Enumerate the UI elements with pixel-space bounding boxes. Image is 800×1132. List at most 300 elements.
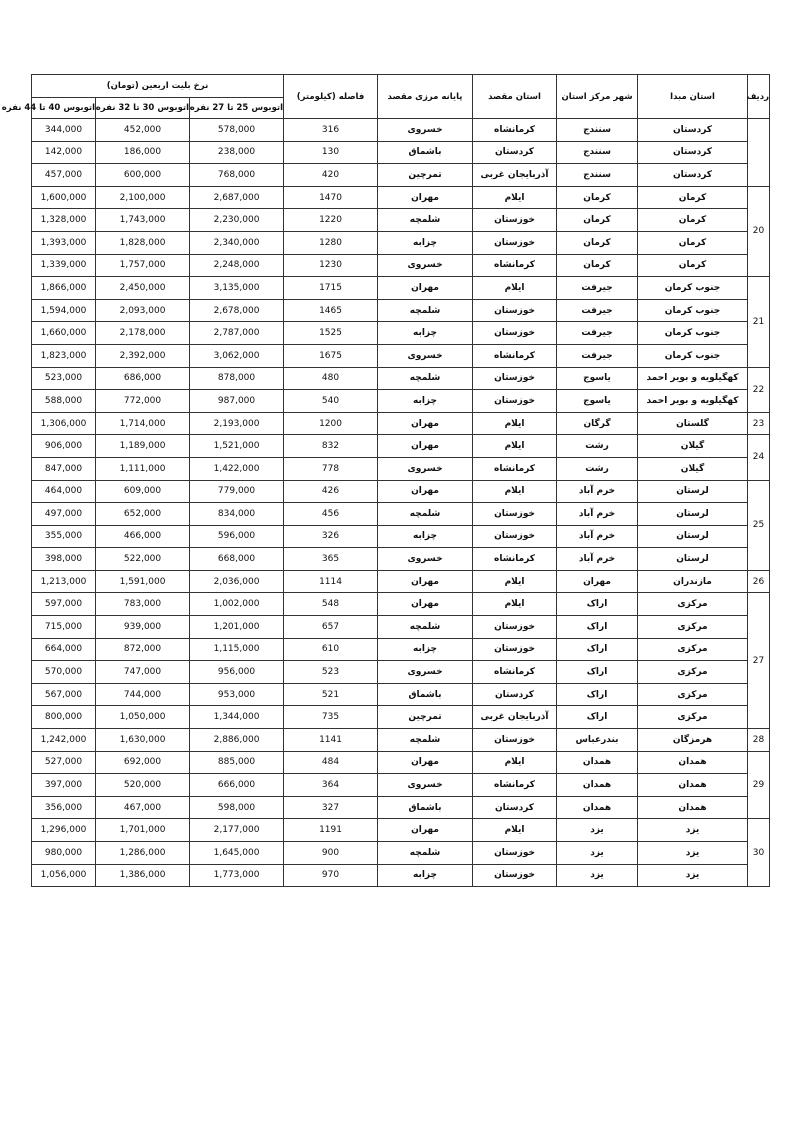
cell-fare-bus-30-32: 939,000: [96, 616, 190, 639]
cell-fare-bus-25-27: 2,340,000: [190, 231, 284, 254]
cell-dest-province: ایلام: [473, 186, 557, 209]
cell-fare-bus-30-32: 783,000: [96, 593, 190, 616]
cell-fare-bus-25-27: 1,645,000: [190, 842, 284, 865]
cell-dest-province: خوزستان: [473, 299, 557, 322]
cell-fare-bus-30-32: 1,050,000: [96, 706, 190, 729]
cell-border-terminal: چزابه: [378, 638, 473, 661]
table-row: [32, 706, 770, 729]
cell-fare-bus-30-32: 522,000: [96, 548, 190, 571]
table-row: [32, 638, 770, 661]
cell-border-terminal: خسروی: [378, 344, 473, 367]
cell-origin-province: یزد: [638, 842, 748, 865]
cell-origin-province: کرمان: [638, 209, 748, 232]
cell-fare-bus-40-44: 464,000: [32, 480, 96, 503]
cell-distance: 970: [284, 864, 378, 887]
cell-fare-bus-40-44: 142,000: [32, 141, 96, 164]
cell-fare-bus-30-32: 1,286,000: [96, 842, 190, 865]
cell-origin-province: لرستان: [638, 480, 748, 503]
header-bus-40-44: اتوبوس 40 تا 44 نفره: [32, 98, 96, 119]
cell-fare-bus-25-27: 598,000: [190, 796, 284, 819]
cell-fare-bus-30-32: 452,000: [96, 119, 190, 142]
row-number: [748, 119, 770, 187]
cell-fare-bus-25-27: 1,002,000: [190, 593, 284, 616]
cell-fare-bus-30-32: 2,178,000: [96, 322, 190, 345]
cell-border-terminal: مهران: [378, 751, 473, 774]
cell-border-terminal: شلمچه: [378, 367, 473, 390]
cell-fare-bus-40-44: 457,000: [32, 164, 96, 187]
table-row: [32, 141, 770, 164]
cell-distance: 327: [284, 796, 378, 819]
cell-fare-bus-25-27: 1,422,000: [190, 457, 284, 480]
cell-fare-bus-40-44: 398,000: [32, 548, 96, 571]
cell-distance: 326: [284, 525, 378, 548]
cell-distance: 1675: [284, 344, 378, 367]
cell-fare-bus-30-32: 467,000: [96, 796, 190, 819]
fare-table: [1, 74, 770, 887]
cell-fare-bus-25-27: 2,177,000: [190, 819, 284, 842]
cell-distance: 521: [284, 683, 378, 706]
cell-dest-province: خوزستان: [473, 729, 557, 752]
row-number: 25: [748, 480, 770, 570]
cell-fare-bus-40-44: 1,306,000: [32, 412, 96, 435]
cell-distance: 420: [284, 164, 378, 187]
cell-border-terminal: شلمچه: [378, 842, 473, 865]
table-row: [32, 119, 770, 142]
cell-fare-bus-25-27: 2,036,000: [190, 570, 284, 593]
cell-origin-province: کهگیلویه و بویر احمد: [638, 367, 748, 390]
cell-dest-province: کرمانشاه: [473, 661, 557, 684]
cell-fare-bus-30-32: 686,000: [96, 367, 190, 390]
cell-distance: 364: [284, 774, 378, 797]
cell-origin-province: مرکزی: [638, 616, 748, 639]
table-row: [32, 503, 770, 526]
cell-fare-bus-30-32: 1,828,000: [96, 231, 190, 254]
row-number: 30: [748, 819, 770, 887]
cell-fare-bus-40-44: 800,000: [32, 706, 96, 729]
cell-origin-province: کردستان: [638, 164, 748, 187]
cell-fare-bus-30-32: 1,714,000: [96, 412, 190, 435]
cell-border-terminal: مهران: [378, 480, 473, 503]
cell-border-terminal: خسروی: [378, 254, 473, 277]
cell-origin-city: اراک: [557, 616, 638, 639]
cell-distance: 735: [284, 706, 378, 729]
table-row: [32, 819, 770, 842]
cell-distance: 657: [284, 616, 378, 639]
cell-fare-bus-25-27: 238,000: [190, 141, 284, 164]
cell-origin-city: جیرفت: [557, 299, 638, 322]
cell-fare-bus-25-27: 768,000: [190, 164, 284, 187]
cell-origin-city: اراک: [557, 661, 638, 684]
cell-distance: 1191: [284, 819, 378, 842]
header-radif: ردیف: [748, 75, 770, 119]
cell-fare-bus-40-44: 567,000: [32, 683, 96, 706]
cell-border-terminal: باشماق: [378, 683, 473, 706]
cell-fare-bus-40-44: 588,000: [32, 390, 96, 413]
cell-border-terminal: مهران: [378, 570, 473, 593]
cell-fare-bus-40-44: 356,000: [32, 796, 96, 819]
table-row: [32, 277, 770, 300]
cell-origin-city: جیرفت: [557, 322, 638, 345]
row-number: 28: [748, 729, 770, 752]
table-row: [32, 548, 770, 571]
table-row: [32, 525, 770, 548]
cell-distance: 1525: [284, 322, 378, 345]
cell-fare-bus-25-27: 2,230,000: [190, 209, 284, 232]
cell-fare-bus-40-44: 497,000: [32, 503, 96, 526]
cell-dest-province: خوزستان: [473, 390, 557, 413]
cell-origin-city: خرم آباد: [557, 480, 638, 503]
cell-distance: 426: [284, 480, 378, 503]
cell-origin-city: اراک: [557, 593, 638, 616]
header-border-terminal: پایانه مرزی مقصد: [378, 75, 473, 119]
cell-fare-bus-30-32: 744,000: [96, 683, 190, 706]
cell-distance: 900: [284, 842, 378, 865]
cell-fare-bus-30-32: 2,392,000: [96, 344, 190, 367]
cell-dest-province: خوزستان: [473, 616, 557, 639]
cell-fare-bus-40-44: 1,594,000: [32, 299, 96, 322]
cell-border-terminal: تمرچین: [378, 164, 473, 187]
cell-origin-province: گلستان: [638, 412, 748, 435]
cell-dest-province: آذربایجان غربی: [473, 706, 557, 729]
cell-border-terminal: شلمچه: [378, 209, 473, 232]
cell-dest-province: خوزستان: [473, 322, 557, 345]
cell-dest-province: کرمانشاه: [473, 548, 557, 571]
cell-origin-city: یزد: [557, 819, 638, 842]
cell-origin-city: رشت: [557, 435, 638, 458]
table-row: [32, 209, 770, 232]
cell-origin-province: همدان: [638, 774, 748, 797]
cell-dest-province: کرمانشاه: [473, 344, 557, 367]
table-row: [32, 570, 770, 593]
table-row: [32, 683, 770, 706]
cell-origin-city: یزد: [557, 842, 638, 865]
table-row: [32, 616, 770, 639]
cell-distance: 316: [284, 119, 378, 142]
table-row: [32, 435, 770, 458]
cell-distance: 456: [284, 503, 378, 526]
cell-origin-city: اراک: [557, 683, 638, 706]
cell-border-terminal: باشماق: [378, 796, 473, 819]
cell-fare-bus-25-27: 987,000: [190, 390, 284, 413]
cell-origin-province: مرکزی: [638, 706, 748, 729]
cell-fare-bus-25-27: 2,248,000: [190, 254, 284, 277]
cell-distance: 484: [284, 751, 378, 774]
cell-origin-city: همدان: [557, 774, 638, 797]
cell-dest-province: خوزستان: [473, 638, 557, 661]
header-origin-city: شهر مرکز استان: [557, 75, 638, 119]
cell-fare-bus-30-32: 1,189,000: [96, 435, 190, 458]
cell-origin-city: اراک: [557, 638, 638, 661]
cell-origin-province: جنوب کرمان: [638, 344, 748, 367]
cell-fare-bus-40-44: 1,242,000: [32, 729, 96, 752]
header-dest-province: استان مقصد: [473, 75, 557, 119]
header-distance: فاصله (کیلومتر): [284, 75, 378, 119]
cell-fare-bus-40-44: 1,660,000: [32, 322, 96, 345]
cell-fare-bus-25-27: 885,000: [190, 751, 284, 774]
row-number: 24: [748, 435, 770, 480]
cell-fare-bus-25-27: 3,062,000: [190, 344, 284, 367]
cell-origin-province: همدان: [638, 796, 748, 819]
cell-fare-bus-40-44: 355,000: [32, 525, 96, 548]
header-origin-province: استان مبدا: [638, 75, 748, 119]
cell-fare-bus-40-44: 1,393,000: [32, 231, 96, 254]
cell-border-terminal: تمرچین: [378, 706, 473, 729]
cell-fare-bus-25-27: 596,000: [190, 525, 284, 548]
cell-fare-bus-40-44: 1,339,000: [32, 254, 96, 277]
cell-border-terminal: مهران: [378, 593, 473, 616]
cell-dest-province: خوزستان: [473, 209, 557, 232]
cell-origin-city: همدان: [557, 796, 638, 819]
cell-dest-province: ایلام: [473, 751, 557, 774]
cell-distance: 1114: [284, 570, 378, 593]
cell-origin-province: گیلان: [638, 435, 748, 458]
cell-origin-city: سنندج: [557, 119, 638, 142]
cell-fare-bus-30-32: 2,450,000: [96, 277, 190, 300]
cell-origin-province: جنوب کرمان: [638, 322, 748, 345]
cell-dest-province: کرمانشاه: [473, 254, 557, 277]
table-row: [32, 593, 770, 616]
cell-fare-bus-40-44: 1,296,000: [32, 819, 96, 842]
cell-distance: 365: [284, 548, 378, 571]
cell-dest-province: خوزستان: [473, 842, 557, 865]
cell-dest-province: خوزستان: [473, 864, 557, 887]
cell-border-terminal: مهران: [378, 277, 473, 300]
cell-fare-bus-30-32: 772,000: [96, 390, 190, 413]
cell-fare-bus-30-32: 1,386,000: [96, 864, 190, 887]
cell-dest-province: ایلام: [473, 593, 557, 616]
cell-dest-province: ایلام: [473, 570, 557, 593]
row-number: 20: [748, 186, 770, 276]
cell-fare-bus-30-32: 747,000: [96, 661, 190, 684]
table-row: [32, 322, 770, 345]
cell-distance: 130: [284, 141, 378, 164]
cell-origin-city: یاسوج: [557, 390, 638, 413]
cell-origin-province: جنوب کرمان: [638, 277, 748, 300]
cell-fare-bus-25-27: 779,000: [190, 480, 284, 503]
header-bus-25-27: اتوبوس 25 تا 27 نفره: [190, 98, 284, 119]
cell-fare-bus-30-32: 2,100,000: [96, 186, 190, 209]
cell-border-terminal: شلمچه: [378, 299, 473, 322]
cell-origin-province: کردستان: [638, 119, 748, 142]
table-row: [32, 457, 770, 480]
cell-origin-city: خرم آباد: [557, 503, 638, 526]
cell-origin-province: همدان: [638, 751, 748, 774]
cell-origin-province: مازندران: [638, 570, 748, 593]
cell-origin-city: کرمان: [557, 231, 638, 254]
cell-distance: 480: [284, 367, 378, 390]
cell-border-terminal: خسروی: [378, 457, 473, 480]
cell-fare-bus-25-27: 834,000: [190, 503, 284, 526]
table-row: [32, 480, 770, 503]
cell-dest-province: خوزستان: [473, 367, 557, 390]
cell-fare-bus-40-44: 1,213,000: [32, 570, 96, 593]
cell-dest-province: ایلام: [473, 819, 557, 842]
cell-origin-city: اراک: [557, 706, 638, 729]
table-row: [32, 231, 770, 254]
cell-distance: 1470: [284, 186, 378, 209]
cell-dest-province: خوزستان: [473, 525, 557, 548]
cell-fare-bus-40-44: 523,000: [32, 367, 96, 390]
cell-fare-bus-40-44: 1,056,000: [32, 864, 96, 887]
table-row: [32, 796, 770, 819]
cell-fare-bus-30-32: 2,093,000: [96, 299, 190, 322]
cell-border-terminal: مهران: [378, 412, 473, 435]
cell-fare-bus-25-27: 2,193,000: [190, 412, 284, 435]
cell-dest-province: کرمانشاه: [473, 774, 557, 797]
cell-distance: 1715: [284, 277, 378, 300]
cell-fare-bus-30-32: 520,000: [96, 774, 190, 797]
table-row: [32, 774, 770, 797]
cell-origin-city: رشت: [557, 457, 638, 480]
cell-fare-bus-40-44: 397,000: [32, 774, 96, 797]
cell-fare-bus-40-44: 1,866,000: [32, 277, 96, 300]
table-row: [32, 164, 770, 187]
cell-distance: 832: [284, 435, 378, 458]
fare-table-body: [32, 119, 770, 887]
cell-fare-bus-25-27: 2,886,000: [190, 729, 284, 752]
cell-border-terminal: باشماق: [378, 141, 473, 164]
cell-dest-province: خوزستان: [473, 503, 557, 526]
table-row: [32, 412, 770, 435]
cell-distance: 1230: [284, 254, 378, 277]
cell-border-terminal: شلمچه: [378, 729, 473, 752]
cell-fare-bus-30-32: 1,630,000: [96, 729, 190, 752]
cell-fare-bus-25-27: 953,000: [190, 683, 284, 706]
cell-fare-bus-30-32: 609,000: [96, 480, 190, 503]
cell-origin-city: سنندج: [557, 141, 638, 164]
cell-dest-province: کردستان: [473, 141, 557, 164]
cell-dest-province: کردستان: [473, 796, 557, 819]
cell-origin-city: خرم آباد: [557, 548, 638, 571]
row-number: 29: [748, 751, 770, 819]
cell-fare-bus-25-27: 666,000: [190, 774, 284, 797]
cell-dest-province: کردستان: [473, 683, 557, 706]
cell-origin-city: همدان: [557, 751, 638, 774]
cell-distance: 540: [284, 390, 378, 413]
cell-origin-city: کرمان: [557, 254, 638, 277]
cell-origin-city: یزد: [557, 864, 638, 887]
row-number: 21: [748, 277, 770, 367]
cell-fare-bus-25-27: 668,000: [190, 548, 284, 571]
cell-fare-bus-25-27: 2,787,000: [190, 322, 284, 345]
cell-origin-city: جیرفت: [557, 344, 638, 367]
row-number: 27: [748, 593, 770, 729]
cell-border-terminal: چزابه: [378, 322, 473, 345]
cell-fare-bus-25-27: 578,000: [190, 119, 284, 142]
cell-origin-province: گیلان: [638, 457, 748, 480]
header-bus-30-32: اتوبوس 30 تا 32 نفره: [96, 98, 190, 119]
cell-origin-province: لرستان: [638, 503, 748, 526]
cell-origin-province: مرکزی: [638, 593, 748, 616]
cell-border-terminal: مهران: [378, 819, 473, 842]
row-number: 23: [748, 412, 770, 435]
cell-origin-province: مرکزی: [638, 683, 748, 706]
cell-origin-province: مرکزی: [638, 638, 748, 661]
cell-border-terminal: شلمچه: [378, 503, 473, 526]
cell-fare-bus-25-27: 1,773,000: [190, 864, 284, 887]
cell-distance: 1200: [284, 412, 378, 435]
table-row: [32, 299, 770, 322]
cell-border-terminal: چزابه: [378, 390, 473, 413]
cell-border-terminal: مهران: [378, 435, 473, 458]
table-row: [32, 842, 770, 865]
cell-dest-province: کرمانشاه: [473, 457, 557, 480]
cell-origin-province: کرمان: [638, 186, 748, 209]
cell-fare-bus-30-32: 872,000: [96, 638, 190, 661]
cell-fare-bus-25-27: 3,135,000: [190, 277, 284, 300]
cell-fare-bus-30-32: 1,591,000: [96, 570, 190, 593]
cell-dest-province: ایلام: [473, 412, 557, 435]
cell-origin-province: کرمان: [638, 254, 748, 277]
cell-origin-city: مهران: [557, 570, 638, 593]
cell-origin-province: یزد: [638, 819, 748, 842]
cell-border-terminal: خسروی: [378, 774, 473, 797]
cell-border-terminal: خسروی: [378, 119, 473, 142]
cell-fare-bus-30-32: 600,000: [96, 164, 190, 187]
cell-border-terminal: خسروی: [378, 661, 473, 684]
cell-origin-city: گرگان: [557, 412, 638, 435]
cell-border-terminal: چزابه: [378, 864, 473, 887]
cell-fare-bus-40-44: 344,000: [32, 119, 96, 142]
cell-fare-bus-25-27: 956,000: [190, 661, 284, 684]
cell-origin-province: هرمزگان: [638, 729, 748, 752]
cell-fare-bus-25-27: 2,678,000: [190, 299, 284, 322]
cell-origin-city: جیرفت: [557, 277, 638, 300]
cell-origin-province: جنوب کرمان: [638, 299, 748, 322]
row-number: 22: [748, 367, 770, 412]
header-fare-group: نرخ بلیت اربعین (تومان): [32, 75, 284, 98]
cell-dest-province: خوزستان: [473, 231, 557, 254]
cell-distance: 1141: [284, 729, 378, 752]
cell-fare-bus-30-32: 692,000: [96, 751, 190, 774]
cell-origin-province: کهگیلویه و بویر احمد: [638, 390, 748, 413]
table-row: [32, 254, 770, 277]
cell-fare-bus-40-44: 715,000: [32, 616, 96, 639]
table-row: [32, 661, 770, 684]
cell-distance: 1220: [284, 209, 378, 232]
cell-fare-bus-40-44: 1,600,000: [32, 186, 96, 209]
cell-origin-province: لرستان: [638, 548, 748, 571]
cell-fare-bus-40-44: 1,328,000: [32, 209, 96, 232]
cell-distance: 610: [284, 638, 378, 661]
cell-fare-bus-25-27: 1,344,000: [190, 706, 284, 729]
table-row: [32, 751, 770, 774]
cell-fare-bus-30-32: 1,757,000: [96, 254, 190, 277]
cell-border-terminal: چزابه: [378, 231, 473, 254]
table-row: [32, 864, 770, 887]
cell-border-terminal: خسروی: [378, 548, 473, 571]
cell-distance: 1465: [284, 299, 378, 322]
cell-origin-province: کرمان: [638, 231, 748, 254]
cell-dest-province: ایلام: [473, 277, 557, 300]
cell-fare-bus-25-27: 878,000: [190, 367, 284, 390]
cell-fare-bus-30-32: 466,000: [96, 525, 190, 548]
cell-dest-province: ایلام: [473, 480, 557, 503]
cell-fare-bus-40-44: 1,823,000: [32, 344, 96, 367]
cell-dest-province: کرمانشاه: [473, 119, 557, 142]
cell-origin-province: لرستان: [638, 525, 748, 548]
cell-border-terminal: شلمچه: [378, 616, 473, 639]
cell-origin-province: کردستان: [638, 141, 748, 164]
cell-origin-city: بندرعباس: [557, 729, 638, 752]
cell-dest-province: ایلام: [473, 435, 557, 458]
cell-origin-city: سنندج: [557, 164, 638, 187]
table-row: [32, 390, 770, 413]
cell-dest-province: آذربایجان غربی: [473, 164, 557, 187]
cell-origin-province: یزد: [638, 864, 748, 887]
cell-fare-bus-40-44: 906,000: [32, 435, 96, 458]
header-row: [32, 75, 770, 98]
